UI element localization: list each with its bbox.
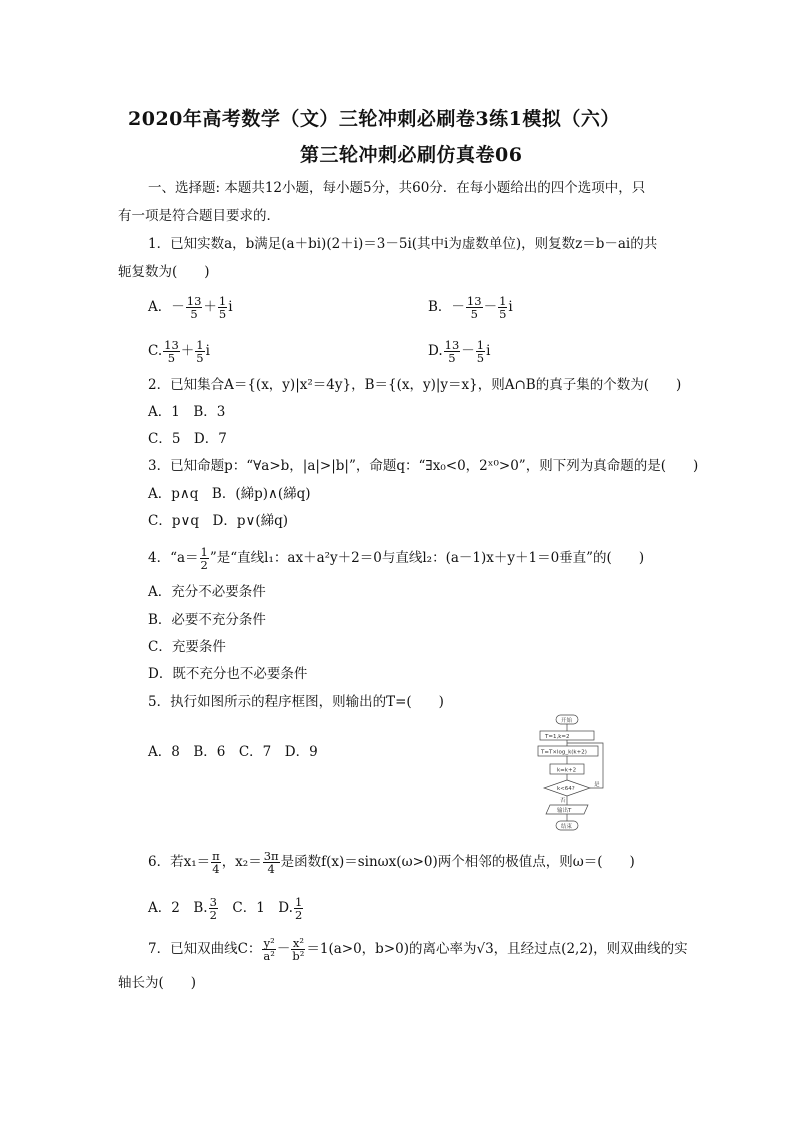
question-2-options-cd: C．5 D．7 — [148, 431, 227, 447]
question-4-option-c: C．充要条件 — [148, 639, 226, 655]
flowchart-yes-label: 是 — [594, 782, 600, 788]
question-3-options-cd: C．p∨q D．p∨(綈q) — [148, 513, 289, 529]
section-intro-cont: 有一项是符合题目要求的． — [118, 208, 280, 224]
flowchart-no-label: 否 — [560, 798, 566, 804]
question-1-option-b: B．－ $\frac{13}{5}$ － $\frac{1}{5}$ i — [428, 294, 513, 321]
question-2-stem: 2．已知集合A＝{(x，y)|x²＝4y}，B＝{(x，y)|y＝x}，则A∩B的真子集的个数为( ) — [148, 377, 682, 393]
question-1-option-d: D. $\frac{13}{5}$ － $\frac{1}{5}$ i — [428, 338, 491, 365]
question-1-stem: 1．已知实数a，b满足(a＋bi)(2＋i)＝3－5i(其中i为虚数单位)，则复数z＝b－ai的共 — [148, 236, 658, 252]
flowchart-figure — [528, 713, 628, 835]
question-5-stem: 5．执行如图所示的程序框图，则输出的T=( ) — [148, 694, 444, 710]
flowchart-end: 结束 — [561, 824, 573, 830]
question-3-options-ab: A．p∧q B．(綈p)∧(綈q) — [148, 486, 311, 502]
flowchart-increment: k=k+2 — [557, 767, 577, 774]
question-2-options-ab: A．1 B．3 — [148, 404, 226, 420]
question-4-option-d: D．既不充分也不必要条件 — [148, 666, 308, 682]
question-7-stem: 7．已知双曲线C： $\frac{\text{y²}}{\text{a²}}$ － $\frac{\text{x²}}{\text{b²}}$ ＝1(a>0，b>0)的离心率为√3，且经过点(2,2)，则双曲线的实 — [148, 936, 688, 963]
question-1-option-a: A．－ $\frac{13}{5}$ ＋ $\frac{1}{5}$ i — [148, 294, 233, 321]
question-4-option-a: A．充分不必要条件 — [148, 584, 266, 600]
question-6-options: A．2 B. $\frac{3}{2}$ C．1 D. $\frac{1}{2}$ — [148, 895, 303, 922]
page-subtitle: 第三轮冲刺必刷仿真卷06 — [300, 144, 523, 166]
question-1-option-c: C. $\frac{13}{5}$ ＋ $\frac{1}{5}$ i — [148, 338, 210, 365]
flowchart-init: T=1,k=2 — [545, 734, 570, 740]
question-7-stem-cont: 轴长为( ) — [118, 975, 197, 991]
question-1-stem-cont: 轭复数为( ) — [118, 264, 210, 280]
question-6-stem: 6．若x₁＝ $\frac{\pi}{4}$ ，x₂＝ $\frac{3\pi}{4}$ 是函数f(x)＝sinωx(ω>0)两个相邻的极值点，则ω＝( ) — [148, 849, 635, 876]
question-4-option-b: B．必要不充分条件 — [148, 612, 266, 628]
flowchart-step: T=T×log_k(k+2) — [541, 749, 587, 756]
flowchart-output: 输出T — [557, 808, 572, 814]
page-title: 2020年高考数学（文）三轮冲刺必刷卷3练1模拟（六） — [128, 108, 620, 130]
question-3-stem: 3．已知命题p：“∀a>b，|a|>|b|”，命题q：“∃x₀<0，2ˣ⁰>0”，则下列为真命题的是( ) — [148, 458, 699, 474]
question-5-options: A．8 B．6 C．7 D．9 — [148, 744, 318, 760]
question-4-stem: 4．“a＝ $\frac{1}{2}$ ”是“直线l₁：ax＋a²y＋2＝0与直线l₂：(a－1)x＋y＋1＝0垂直”的( ) — [148, 545, 645, 572]
flowchart-condition: k<64? — [557, 786, 575, 792]
flowchart-start: 开始 — [561, 718, 573, 724]
section-intro: 一、选择题: 本题共12小题，每小题5分，共60分．在每小题给出的四个选项中，只 — [148, 180, 646, 196]
